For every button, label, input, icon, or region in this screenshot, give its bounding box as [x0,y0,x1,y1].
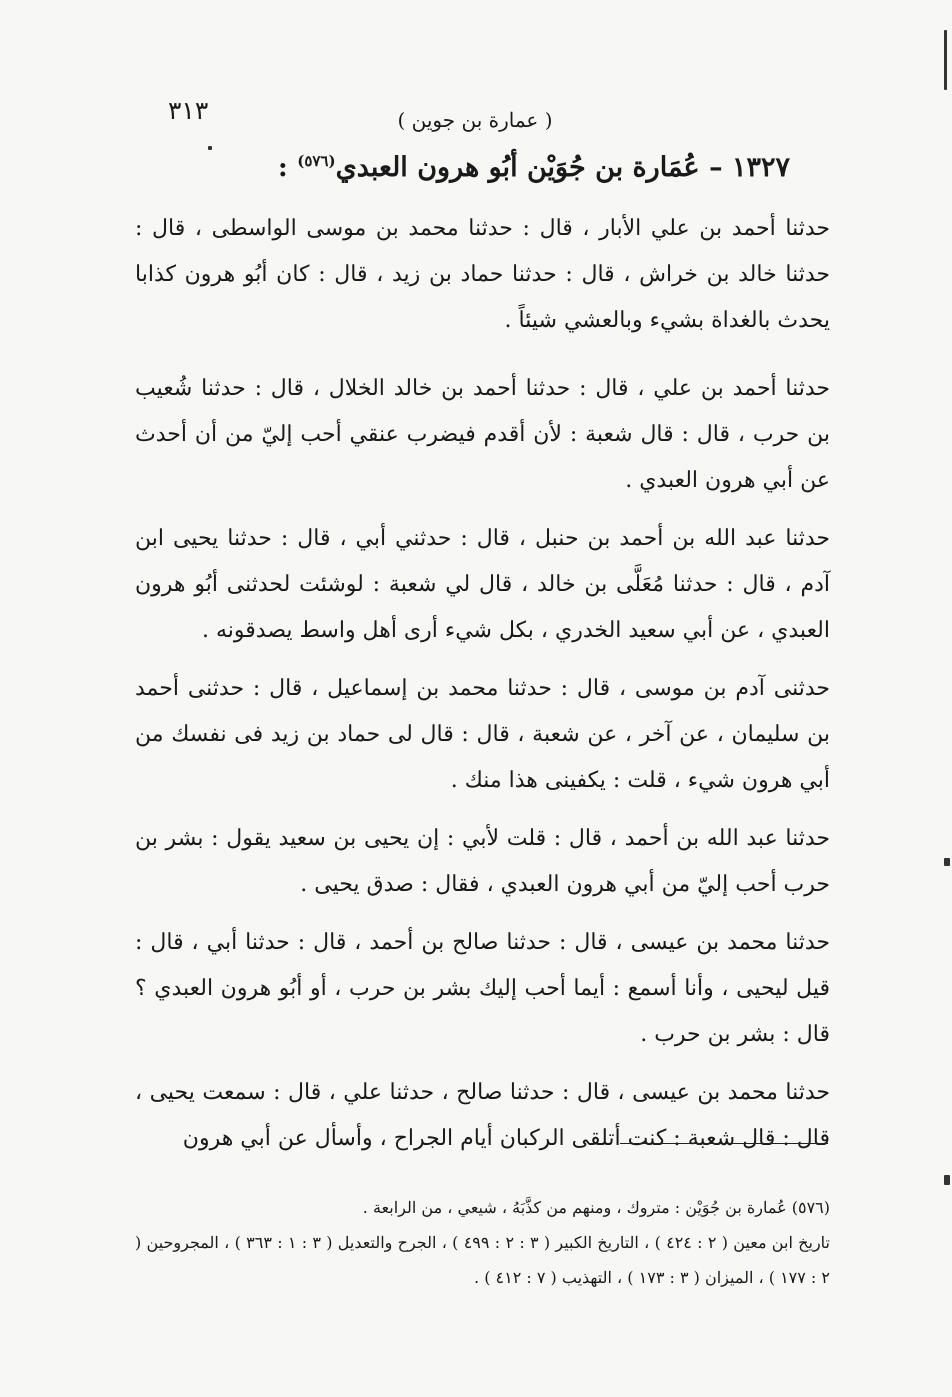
scan-edge-mark [944,858,950,866]
body-text [135,206,830,1174]
entry-heading [180,152,790,183]
scan-speck [208,146,212,150]
scan-edge-mark [944,1175,950,1185]
page-number: ٣١٣ [168,96,209,125]
footnote-reference: (٥٧٦) [297,152,336,170]
footnote-references: تاريخ ابن معين ( ٢ : ٤٢٤ ) ، التاريخ الكبير ( ٣ : ٢ : ٤٩٩ ) ، الجرح والتعديل ( ٣ : ١ : ٣٦٣ ) ، المجروحين ( ٢ : ١٧٧ ) ، الميزان ( ٣ : ١٧٣ ) ، التهذيب ( ٧ : ٤١٢ ) . [135,1233,830,1287]
paragraph: حدثنا عبد الله بن أحمد بن حنبل ، قال : حدثني أبي ، قال : حدثنا يحيى ابن آدم ، قال : حدثنا مُعَلَّى بن خالد ، قال لي شعبة : لوشئت لحدثنى أبُو هرون العبدي ، عن أبي سعيد الخدري ، بكل شيء أرى أهل واسط يصدقونه . [135,526,830,643]
running-head: ( عمارة بن جوين ) [397,108,553,132]
scan-edge-mark [944,30,947,90]
paragraph: حدثنا أحمد بن علي الأبار ، قال : حدثنا محمد بن موسى الواسطى ، قال : حدثنا خالد بن خراش ، قال : حدثنا حماد بن زيد ، قال : كان أبُو هرون كذابا يحدث بالغداة بشيء وبالعشي شيئاً . [135,216,830,333]
footnotes [135,1190,830,1295]
footnote-text: (٥٧٦) عُمارة بن جُوَيْن : متروك ، ومنهم من كذَّبَهُ ، شيعي ، من الرابعة . [362,1198,830,1217]
paragraph: حدثنا أحمد بن علي ، قال : حدثنا أحمد بن خالد الخلال ، قال : حدثنا شُعيب بن حرب ، قال : قال شعبة : لأن أقدم فيضرب عنقي أحب إليّ من أن أحدث عن أبي هرون العبدي . [135,376,830,493]
paragraph: حدثنا عبد الله بن أحمد ، قال : قلت لأبي : إن يحيى بن سعيد يقول : بشر بن حرب أحب إليّ من أبي هرون العبدي ، فقال : صدق يحيى . [135,826,830,897]
footnote-separator [620,1143,828,1144]
paragraph: حدثنا محمد بن عيسى ، قال : حدثنا صالح ، حدثنا علي ، قال : سمعت يحيى ، قال : قال شعبة : كنت أتلقى الركبان أيام الجراح ، وأسأل عن أبي هرون [135,1080,830,1151]
paragraph: حدثنى آدم بن موسى ، قال : حدثنا محمد بن إسماعيل ، قال : حدثنى أحمد بن سليمان ، عن آخر ، عن شعبة ، قال : قال لى حماد بن زيد فى نفسك من أبي هرون شيء ، قلت : يكفينى هذا منك . [135,676,830,793]
paragraph: حدثنا محمد بن عيسى ، قال : حدثنا صالح بن أحمد ، قال : حدثنا أبي ، قال : قيل ليحيى ، وأنا أسمع : أيما أحب إليك بشر بن حرب ، أو أبُو هرون العبدي ؟ قال : بشر بن حرب . [135,930,830,1047]
entry-title-suffix: : [277,152,298,183]
entry-title: ١٣٢٧ – عُمَارة بن جُوَيْن أبُو هرون العبدي [335,152,790,183]
